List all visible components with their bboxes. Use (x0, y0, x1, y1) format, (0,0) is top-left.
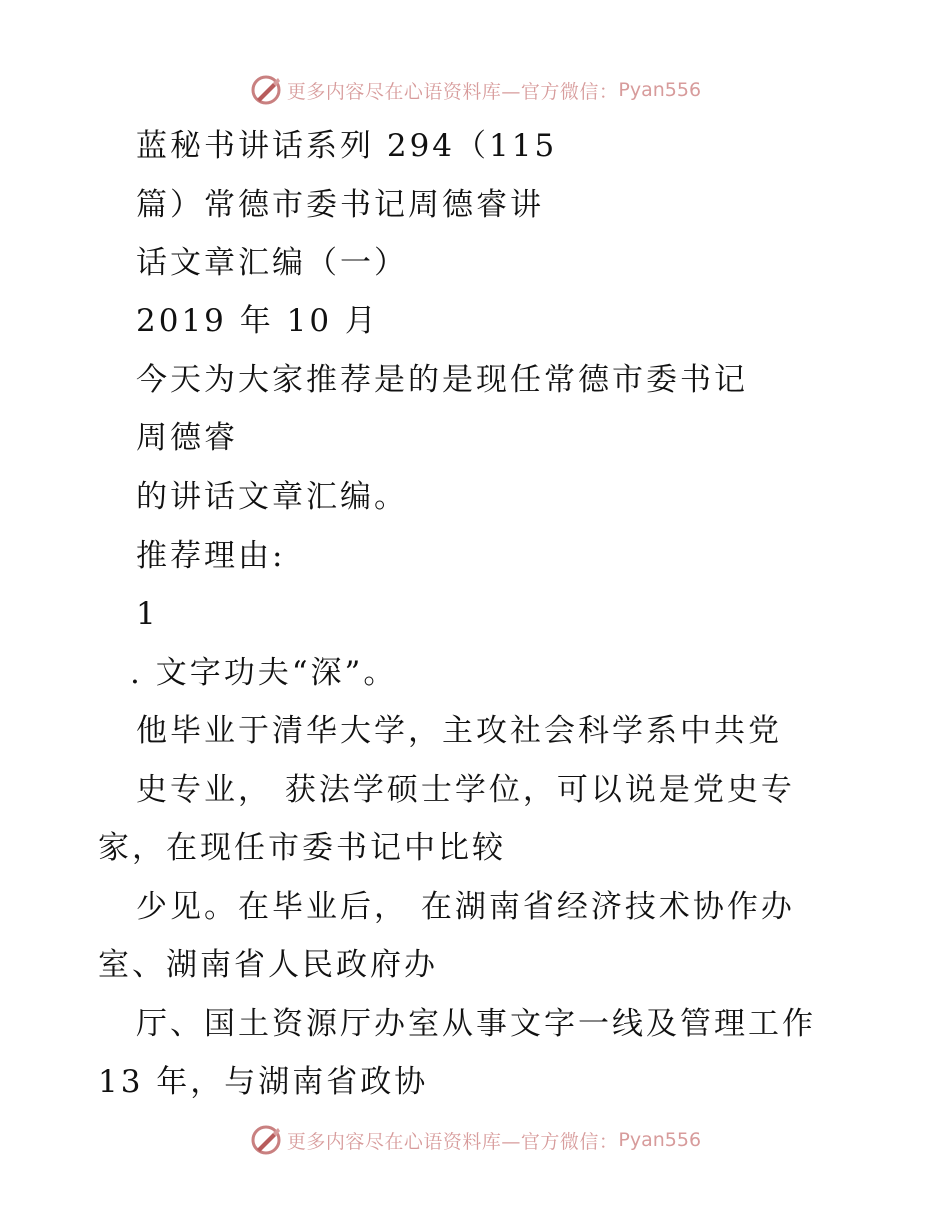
doc-line: 13 年，与湖南省政协 (98, 1064, 429, 1100)
doc-line: . 文字功夫“深”。 (130, 655, 398, 691)
doc-line: 的讲话文章汇编。 (136, 479, 408, 515)
doc-line: 蓝秘书讲话系列 294（115 (136, 128, 558, 164)
header-banner-wechat: Pyan556 (618, 79, 702, 101)
doc-line: 史专业， 获法学硕士学位，可以说是党史专 (136, 772, 795, 808)
doc-line: 家，在现任市委书记中比较 (98, 830, 506, 866)
doc-line: 周德睿 (136, 420, 238, 456)
doc-line: 推荐理由: (136, 538, 286, 574)
header-banner-text: 更多内容尽在心语资料库—官方微信： (286, 80, 619, 103)
footer-banner (0, 1120, 950, 1160)
footer-banner-wechat: Pyan556 (618, 1129, 702, 1151)
doc-line: 1 (136, 596, 159, 632)
footer-banner-text: 更多内容尽在心语资料库—官方微信： (286, 1130, 619, 1153)
doc-line: 今天为大家推荐是的是现任常德市委书记 (136, 362, 748, 398)
doc-line: 篇）常德市委书记周德睿讲 (136, 187, 544, 223)
doc-line: 他毕业于清华大学，主攻社会科学系中共党 (136, 713, 782, 749)
doc-line: 少见。在毕业后， 在湖南省经济技术协作办 (136, 889, 795, 925)
doc-line: 室、湖南省人民政府办 (98, 947, 438, 983)
pen-logo-icon (249, 1123, 283, 1157)
doc-line: 2019 年 10 月 (136, 303, 379, 339)
doc-line: 话文章汇编（一） (136, 245, 408, 281)
doc-line: 厅、国土资源厅办室从事文字一线及管理工作 (136, 1006, 816, 1042)
